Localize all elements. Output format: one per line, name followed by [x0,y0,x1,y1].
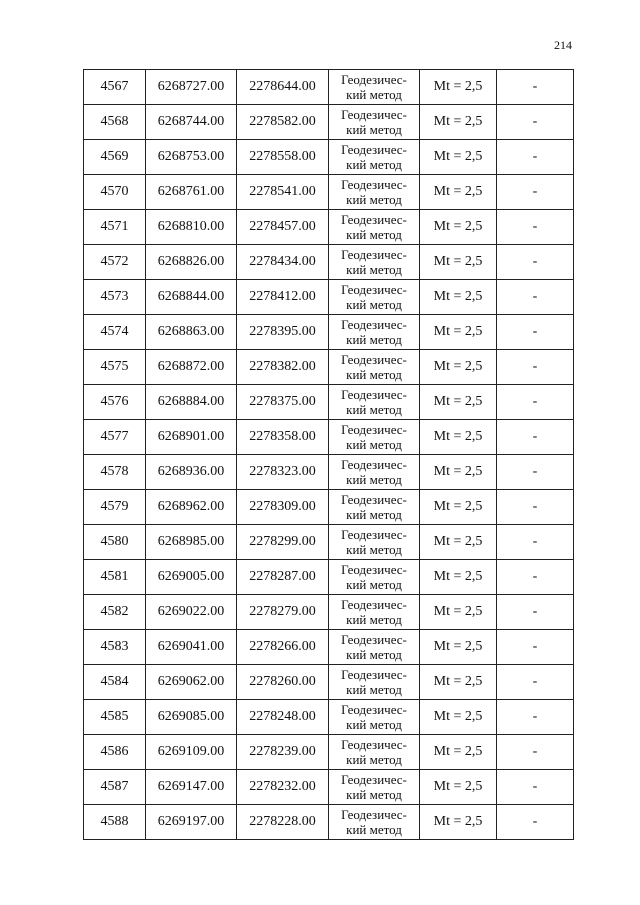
method-cell [329,105,420,140]
method-text-line-1: Геодезичес- [341,562,407,577]
accuracy-cell: Mt = 2,5 [420,280,497,315]
note-cell: - [497,280,574,315]
x-coordinate-cell: 6268936.00 [146,455,237,490]
table-row [84,175,574,210]
method-text-line-1: Геодезичес- [341,807,407,822]
point-number-cell: 4586 [84,735,146,770]
table-row [84,700,574,735]
x-coordinate-cell: 6268985.00 [146,525,237,560]
table-row [84,70,574,105]
note-cell: - [497,315,574,350]
y-coordinate-cell: 2278412.00 [237,280,329,315]
method-cell [329,700,420,735]
method-text-line-2: кий метод [346,507,402,522]
method-cell [329,385,420,420]
coordinates-table-body [84,70,574,840]
note-cell: - [497,735,574,770]
y-coordinate-cell: 2278287.00 [237,560,329,595]
y-coordinate-cell: 2278644.00 [237,70,329,105]
method-text-line-1: Геодезичес- [341,142,407,157]
x-coordinate-cell: 6269085.00 [146,700,237,735]
method-text-line-1: Геодезичес- [341,352,407,367]
note-cell: - [497,175,574,210]
method-text-line-1: Геодезичес- [341,282,407,297]
accuracy-cell: Mt = 2,5 [420,595,497,630]
point-number-cell: 4572 [84,245,146,280]
accuracy-cell: Mt = 2,5 [420,665,497,700]
x-coordinate-cell: 6269147.00 [146,770,237,805]
method-cell [329,525,420,560]
point-number-cell: 4587 [84,770,146,805]
method-cell [329,70,420,105]
y-coordinate-cell: 2278434.00 [237,245,329,280]
method-cell [329,175,420,210]
y-coordinate-cell: 2278309.00 [237,490,329,525]
accuracy-cell: Mt = 2,5 [420,350,497,385]
note-cell: - [497,525,574,560]
method-cell [329,280,420,315]
accuracy-cell: Mt = 2,5 [420,630,497,665]
y-coordinate-cell: 2278558.00 [237,140,329,175]
x-coordinate-cell: 6269022.00 [146,595,237,630]
accuracy-cell: Mt = 2,5 [420,490,497,525]
x-coordinate-cell: 6269109.00 [146,735,237,770]
method-text-line-1: Геодезичес- [341,457,407,472]
y-coordinate-cell: 2278541.00 [237,175,329,210]
point-number-cell: 4571 [84,210,146,245]
note-cell: - [497,70,574,105]
table-row [84,210,574,245]
y-coordinate-cell: 2278228.00 [237,805,329,840]
point-number-cell: 4575 [84,350,146,385]
point-number-cell: 4579 [84,490,146,525]
x-coordinate-cell: 6268727.00 [146,70,237,105]
table-row [84,420,574,455]
table-row [84,735,574,770]
x-coordinate-cell: 6268744.00 [146,105,237,140]
method-text-line-1: Геодезичес- [341,177,407,192]
x-coordinate-cell: 6268863.00 [146,315,237,350]
y-coordinate-cell: 2278232.00 [237,770,329,805]
x-coordinate-cell: 6268761.00 [146,175,237,210]
method-text-line-2: кий метод [346,472,402,487]
y-coordinate-cell: 2278248.00 [237,700,329,735]
point-number-cell: 4584 [84,665,146,700]
method-cell [329,735,420,770]
x-coordinate-cell: 6269197.00 [146,805,237,840]
method-text-line-2: кий метод [346,297,402,312]
method-text-line-2: кий метод [346,227,402,242]
table-row [84,595,574,630]
note-cell: - [497,420,574,455]
method-text-line-2: кий метод [346,752,402,767]
x-coordinate-cell: 6268872.00 [146,350,237,385]
note-cell: - [497,665,574,700]
method-text-line-2: кий метод [346,262,402,277]
method-cell [329,490,420,525]
note-cell: - [497,490,574,525]
point-number-cell: 4577 [84,420,146,455]
note-cell: - [497,700,574,735]
method-text-line-2: кий метод [346,402,402,417]
table-row [84,455,574,490]
method-text-line-2: кий метод [346,612,402,627]
note-cell: - [497,560,574,595]
accuracy-cell: Mt = 2,5 [420,105,497,140]
table-row [84,490,574,525]
accuracy-cell: Mt = 2,5 [420,210,497,245]
method-text-line-1: Геодезичес- [341,387,407,402]
method-cell [329,350,420,385]
x-coordinate-cell: 6269005.00 [146,560,237,595]
method-cell [329,560,420,595]
table-row [84,770,574,805]
accuracy-cell: Mt = 2,5 [420,385,497,420]
note-cell: - [497,805,574,840]
point-number-cell: 4567 [84,70,146,105]
x-coordinate-cell: 6268884.00 [146,385,237,420]
point-number-cell: 4581 [84,560,146,595]
y-coordinate-cell: 2278375.00 [237,385,329,420]
table-row [84,385,574,420]
accuracy-cell: Mt = 2,5 [420,525,497,560]
method-cell [329,665,420,700]
method-cell [329,210,420,245]
table-row [84,630,574,665]
accuracy-cell: Mt = 2,5 [420,70,497,105]
accuracy-cell: Mt = 2,5 [420,805,497,840]
y-coordinate-cell: 2278457.00 [237,210,329,245]
method-cell [329,245,420,280]
x-coordinate-cell: 6268901.00 [146,420,237,455]
method-cell [329,315,420,350]
x-coordinate-cell: 6268826.00 [146,245,237,280]
method-text-line-1: Геодезичес- [341,702,407,717]
method-text-line-2: кий метод [346,192,402,207]
method-text-line-2: кий метод [346,332,402,347]
method-text-line-2: кий метод [346,717,402,732]
x-coordinate-cell: 6268753.00 [146,140,237,175]
page-number: 214 [554,38,572,52]
y-coordinate-cell: 2278395.00 [237,315,329,350]
note-cell: - [497,140,574,175]
point-number-cell: 4585 [84,700,146,735]
note-cell: - [497,455,574,490]
accuracy-cell: Mt = 2,5 [420,245,497,280]
table-row [84,105,574,140]
coordinates-table [83,69,574,840]
y-coordinate-cell: 2278260.00 [237,665,329,700]
accuracy-cell: Mt = 2,5 [420,455,497,490]
method-text-line-1: Геодезичес- [341,492,407,507]
table-row [84,525,574,560]
method-cell [329,455,420,490]
table-row [84,665,574,700]
method-text-line-1: Геодезичес- [341,317,407,332]
y-coordinate-cell: 2278382.00 [237,350,329,385]
point-number-cell: 4588 [84,805,146,840]
point-number-cell: 4569 [84,140,146,175]
method-text-line-1: Геодезичес- [341,737,407,752]
x-coordinate-cell: 6269062.00 [146,665,237,700]
method-text-line-1: Геодезичес- [341,667,407,682]
accuracy-cell: Mt = 2,5 [420,700,497,735]
method-text-line-2: кий метод [346,122,402,137]
method-text-line-1: Геодезичес- [341,632,407,647]
method-text-line-1: Геодезичес- [341,422,407,437]
table-row [84,350,574,385]
table-row [84,805,574,840]
x-coordinate-cell: 6268844.00 [146,280,237,315]
method-text-line-2: кий метод [346,822,402,837]
note-cell: - [497,630,574,665]
method-text-line-2: кий метод [346,577,402,592]
table-row [84,280,574,315]
x-coordinate-cell: 6269041.00 [146,630,237,665]
accuracy-cell: Mt = 2,5 [420,315,497,350]
method-text-line-2: кий метод [346,647,402,662]
accuracy-cell: Mt = 2,5 [420,175,497,210]
accuracy-cell: Mt = 2,5 [420,770,497,805]
note-cell: - [497,770,574,805]
method-text-line-1: Геодезичес- [341,527,407,542]
point-number-cell: 4568 [84,105,146,140]
method-text-line-2: кий метод [346,157,402,172]
x-coordinate-cell: 6268810.00 [146,210,237,245]
note-cell: - [497,105,574,140]
accuracy-cell: Mt = 2,5 [420,140,497,175]
y-coordinate-cell: 2278279.00 [237,595,329,630]
table-row [84,315,574,350]
method-text-line-2: кий метод [346,787,402,802]
point-number-cell: 4580 [84,525,146,560]
point-number-cell: 4574 [84,315,146,350]
x-coordinate-cell: 6268962.00 [146,490,237,525]
point-number-cell: 4578 [84,455,146,490]
method-text-line-1: Геодезичес- [341,72,407,87]
y-coordinate-cell: 2278323.00 [237,455,329,490]
point-number-cell: 4576 [84,385,146,420]
point-number-cell: 4570 [84,175,146,210]
table-row [84,245,574,280]
method-cell [329,805,420,840]
table-row [84,140,574,175]
y-coordinate-cell: 2278239.00 [237,735,329,770]
method-text-line-2: кий метод [346,87,402,102]
accuracy-cell: Mt = 2,5 [420,420,497,455]
note-cell: - [497,210,574,245]
method-text-line-2: кий метод [346,542,402,557]
method-text-line-1: Геодезичес- [341,212,407,227]
point-number-cell: 4583 [84,630,146,665]
accuracy-cell: Mt = 2,5 [420,560,497,595]
y-coordinate-cell: 2278299.00 [237,525,329,560]
method-text-line-1: Геодезичес- [341,597,407,612]
method-cell [329,630,420,665]
method-cell [329,770,420,805]
method-cell [329,140,420,175]
point-number-cell: 4582 [84,595,146,630]
method-text-line-2: кий метод [346,682,402,697]
method-cell [329,595,420,630]
y-coordinate-cell: 2278582.00 [237,105,329,140]
table-row [84,560,574,595]
note-cell: - [497,385,574,420]
point-number-cell: 4573 [84,280,146,315]
method-text-line-2: кий метод [346,367,402,382]
note-cell: - [497,595,574,630]
note-cell: - [497,245,574,280]
y-coordinate-cell: 2278358.00 [237,420,329,455]
method-cell [329,420,420,455]
method-text-line-1: Геодезичес- [341,107,407,122]
method-text-line-1: Геодезичес- [341,772,407,787]
note-cell: - [497,350,574,385]
y-coordinate-cell: 2278266.00 [237,630,329,665]
method-text-line-1: Геодезичес- [341,247,407,262]
accuracy-cell: Mt = 2,5 [420,735,497,770]
method-text-line-2: кий метод [346,437,402,452]
